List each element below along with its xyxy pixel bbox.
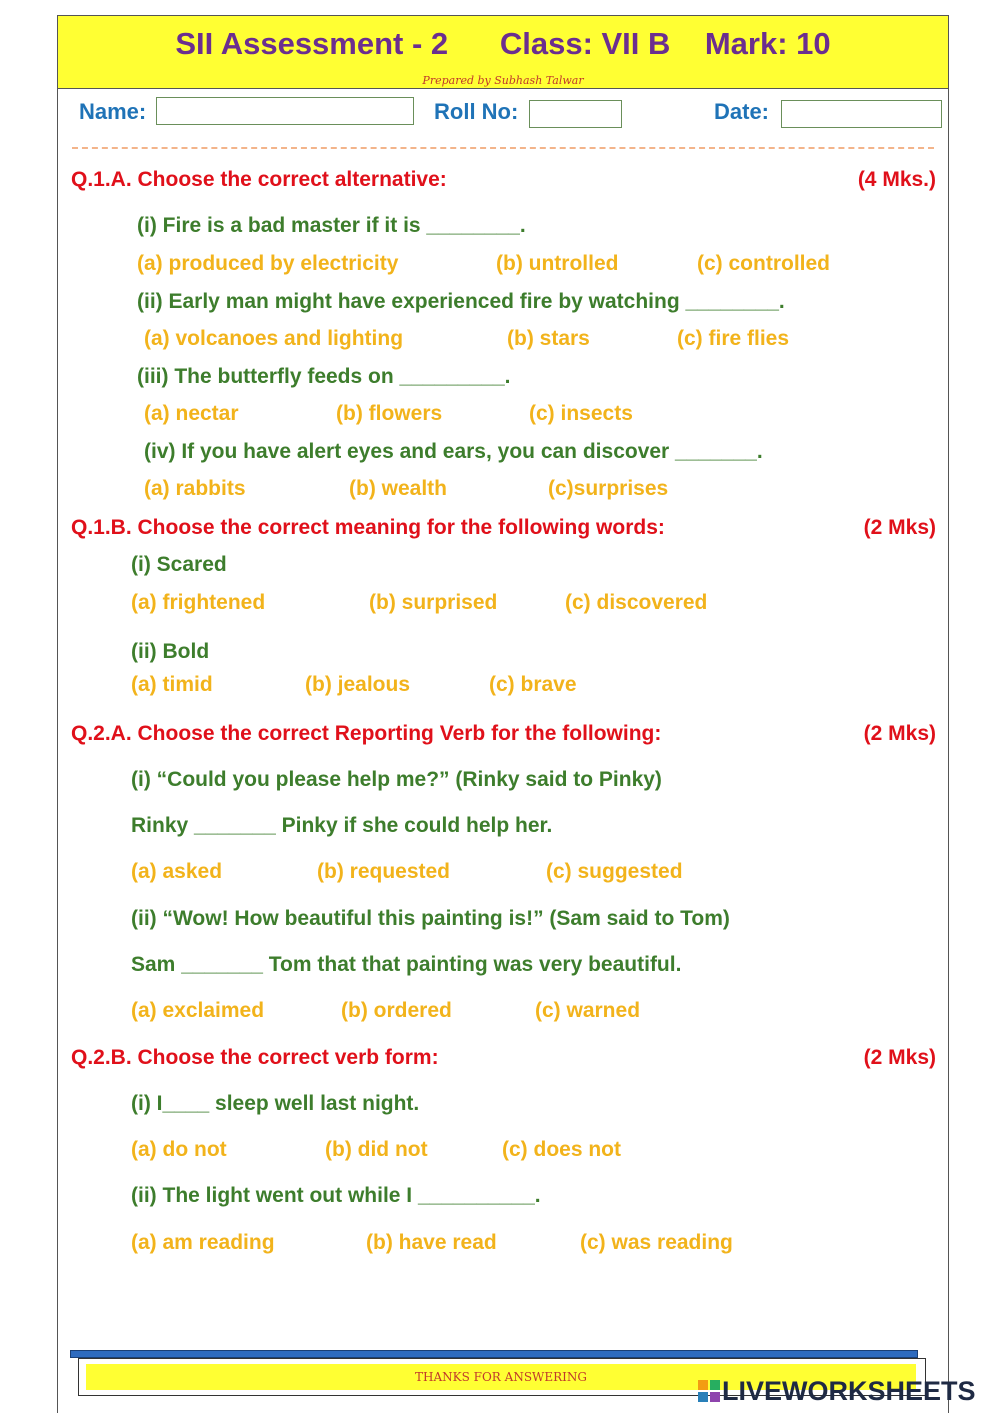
q1a-iv-option-a[interactable]: (a) rabbits [144,477,246,500]
q1b-marks: (2 Mks) [863,516,936,539]
q2a-ii-option-b[interactable]: (b) ordered [341,999,452,1022]
date-label: Date: [714,99,770,124]
q1b-i-stem: (i) Scared [131,553,227,576]
q2a-ii-option-a[interactable]: (a) exclaimed [131,999,265,1022]
q2b-i-option-b[interactable]: (b) did not [325,1138,428,1161]
q2a-i-option-c[interactable]: (c) suggested [546,860,683,883]
date-input[interactable] [781,100,942,128]
q1b-i-option-b[interactable]: (b) surprised [369,591,498,614]
thanks-text: THANKS FOR ANSWERING [415,1370,587,1384]
roll-no-input[interactable] [529,100,622,128]
q2a-i-stem: (i) “Could you please help me?” (Rinky said to Pinky) [131,768,662,791]
q1a-ii-stem: (ii) Early man might have experienced fire by watching ________. [137,290,785,313]
q1b-title: Q.1.B. Choose the correct meaning for the following words: [71,516,665,539]
liveworksheets-watermark[interactable]: LIVEWORKSHEETS [722,1376,976,1406]
q1b-ii-option-b[interactable]: (b) jealous [305,673,411,696]
q1a-title: Q.1.A. Choose the correct alternative: [71,168,447,191]
q2b-i-stem: (i) I____ sleep well last night. [131,1092,420,1115]
q1a-i-option-c[interactable]: (c) controlled [697,252,831,275]
q1a-iv-stem: (iv) If you have alert eyes and ears, you can discover _______. [144,440,763,463]
name-input[interactable] [156,97,414,125]
q2a-marks: (2 Mks) [863,722,936,745]
q1a-iii-option-b[interactable]: (b) flowers [336,402,443,425]
q1b-ii-option-a[interactable]: (a) timid [131,673,213,696]
q2b-ii-stem: (ii) The light went out while I __________. [131,1184,541,1207]
liveworksheets-logo-icon [698,1380,720,1402]
q2a-ii-stem-2: Sam _______ Tom that that painting was very beautiful. [131,953,682,976]
q2a-title: Q.2.A. Choose the correct Reporting Verb for the following: [71,722,662,745]
q1a-iv-option-c[interactable]: (c)surprises [548,477,669,500]
q1b-ii-option-c[interactable]: (c) brave [489,673,577,696]
q2a-i-option-b[interactable]: (b) requested [317,860,451,883]
q2a-i-option-a[interactable]: (a) asked [131,860,223,883]
q2b-i-option-a[interactable]: (a) do not [131,1138,227,1161]
q1a-iii-stem: (iii) The butterfly feeds on _________. [137,365,511,388]
roll-no-label: Roll No: [434,99,519,124]
q1b-ii-stem: (ii) Bold [131,640,210,663]
class-info: Class: VII B [499,26,671,61]
q1b-i-option-c[interactable]: (c) discovered [565,591,708,614]
mark-info: Mark: 10 [704,26,831,61]
q1a-i-stem: (i) Fire is a bad master if it is ________. [137,214,526,237]
q2a-ii-option-c[interactable]: (c) warned [535,999,641,1022]
q2b-i-option-c[interactable]: (c) does not [502,1138,621,1161]
divider [72,147,934,149]
header-title [58,26,948,62]
q2b-ii-option-c[interactable]: (c) was reading [580,1231,733,1254]
q1a-ii-option-b[interactable]: (b) stars [507,327,590,350]
q1a-ii-option-c[interactable]: (c) fire flies [677,327,790,350]
q2b-ii-option-a[interactable]: (a) am reading [131,1231,275,1254]
footer-bar [70,1350,918,1358]
assessment-title: SII Assessment - 2 [175,26,449,61]
q1b-i-option-a[interactable]: (a) frightened [131,591,266,614]
q1a-iv-option-b[interactable]: (b) wealth [349,477,447,500]
prepared-by: Prepared by Subhash Talwar [422,74,584,87]
header-banner [57,15,949,89]
q1a-iii-option-a[interactable]: (a) nectar [144,402,239,425]
q2a-i-stem-2: Rinky _______ Pinky if she could help her. [131,814,553,837]
q1a-iii-option-c[interactable]: (c) insects [529,402,633,425]
q1a-marks: (4 Mks.) [857,168,936,191]
q1a-ii-option-a[interactable]: (a) volcanoes and lighting [144,327,404,350]
name-label: Name: [79,99,147,124]
q1a-i-option-b[interactable]: (b) untrolled [496,252,619,275]
q2b-marks: (2 Mks) [863,1046,936,1069]
q2a-ii-stem: (ii) “Wow! How beautiful this painting is!” (Sam said to Tom) [131,907,730,930]
q2b-ii-option-b[interactable]: (b) have read [366,1231,497,1254]
q2b-title: Q.2.B. Choose the correct verb form: [71,1046,439,1069]
q1a-i-option-a[interactable]: (a) produced by electricity [137,252,399,275]
